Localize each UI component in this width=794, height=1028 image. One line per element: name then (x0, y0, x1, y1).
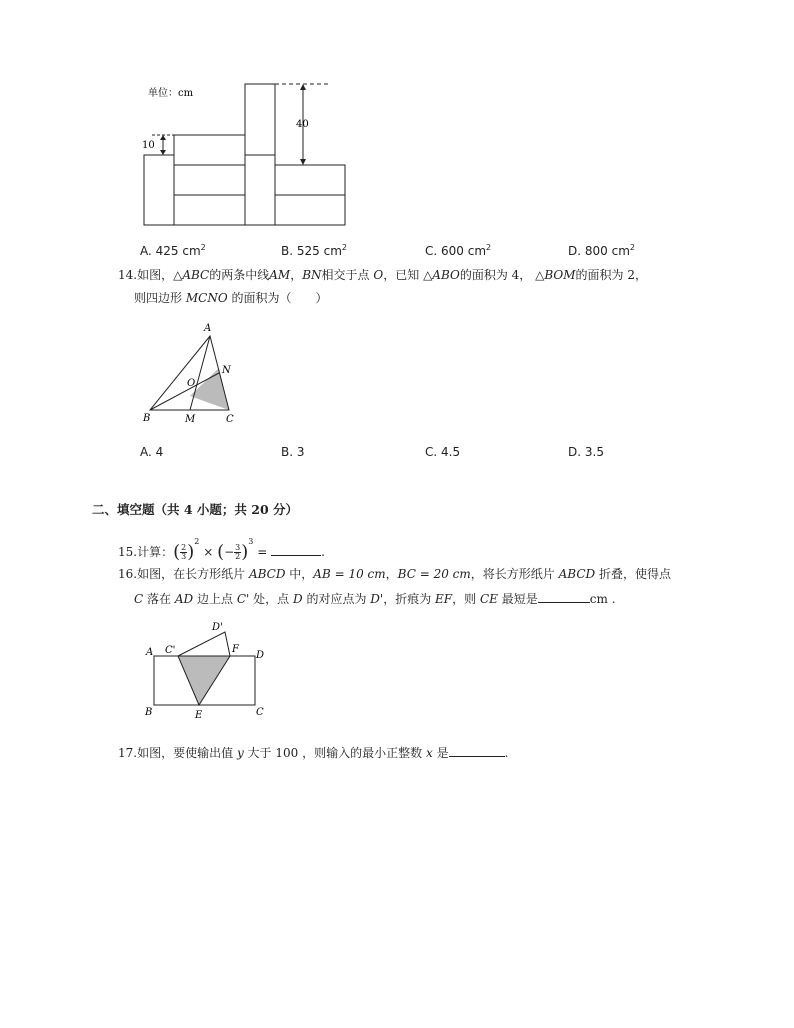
q16-folded-flap (178, 632, 230, 656)
q13-stacked-rectangles-figure (138, 78, 358, 230)
q14-option-c[interactable]: C. 4.5 (425, 445, 461, 459)
q14-option-b[interactable]: B. 3 (281, 445, 305, 459)
q16-text-line2: C 落在 AD 边上点 C' 处，点 D 的对应点为 D'，折痕为 EF，则 CE 最短是 cm . (134, 592, 616, 606)
q14-label-n: N (222, 365, 231, 376)
q16-label-d: D (256, 650, 265, 661)
q17-answer-blank[interactable] (449, 744, 505, 757)
q13-unit-label: 单位：cm (148, 88, 194, 99)
q16-label-c-prime: C' (165, 645, 176, 656)
q14-option-d[interactable]: D. 3.5 (568, 445, 604, 459)
q14-text-line1: 14.如图，△ABC的两条中线AM，BN相交于点 O，已知 △ABO的面积为 4， △BOM的面积为 2， (118, 268, 647, 282)
q13-middle-block (174, 135, 245, 225)
q14-number: 14. (118, 268, 138, 282)
q16-label-a: A (146, 647, 154, 658)
q17-number: 17. (118, 746, 138, 760)
q13-dim-10-label: 10 (142, 140, 155, 151)
q16-label-d-prime: D' (212, 622, 223, 633)
q16-label-e: E (195, 710, 203, 721)
q13-arrowhead (160, 135, 166, 140)
q16-number: 16. (118, 567, 138, 581)
q15-text: 15.计算：( $\frac{2}{3}$ )$^2$ × (− $\frac{3}{2}$ )$^3$ = . (118, 537, 325, 563)
q14-triangle-figure (140, 318, 250, 430)
q14-label-c: C (226, 414, 234, 425)
q16-shaded-triangle (178, 656, 230, 705)
q13-dim-40-label: 40 (296, 119, 309, 130)
q15-number: 15. (118, 545, 138, 559)
q17-text: 17.如图，要使输出值 y 大于 100 ，则输入的最小正整数 x 是 . (118, 746, 509, 760)
section-2-title: 二、填空题（共 4 小题；共 20 分） (92, 502, 299, 517)
q14-text-line2: 则四边形 MCNO 的面积为（ ） (134, 291, 328, 305)
q14-label-b: B (143, 413, 151, 424)
q14-label-o: O (187, 378, 196, 389)
q13-left-column (144, 155, 174, 225)
q16-label-b: B (145, 707, 153, 718)
q13-arrowhead (300, 84, 306, 90)
q13-option-d[interactable]: D. 800 $cm^2$ (568, 243, 635, 258)
q14-option-a[interactable]: A. 4 (140, 445, 164, 459)
q13-option-b[interactable]: B. 525 $cm^2$ (281, 243, 347, 258)
q14-label-m: M (185, 414, 196, 425)
q15-answer-blank[interactable] (271, 543, 321, 556)
q13-arrowhead (160, 150, 166, 155)
q16-text-line1: 16.如图，在长方形纸片 ABCD 中，AB = 10 cm，BC = 20 cm，将长方形纸片 ABCD 折叠，使得点 (118, 567, 671, 581)
q13-option-c[interactable]: C. 600 $cm^2$ (425, 243, 492, 258)
q16-label-c: C (256, 707, 264, 718)
q13-option-a[interactable]: A. 425 $cm^2$ (140, 243, 206, 258)
q15-fraction-2: $\frac{3}{2}$ (235, 543, 241, 561)
q15-fraction-1: $\frac{2}{3}$ (181, 543, 187, 561)
q16-folded-rectangle-figure (140, 618, 280, 726)
q13-arrowhead (300, 159, 306, 165)
q16-answer-blank[interactable] (538, 590, 590, 603)
q14-label-a: A (204, 323, 212, 334)
q16-label-f: F (232, 644, 239, 655)
